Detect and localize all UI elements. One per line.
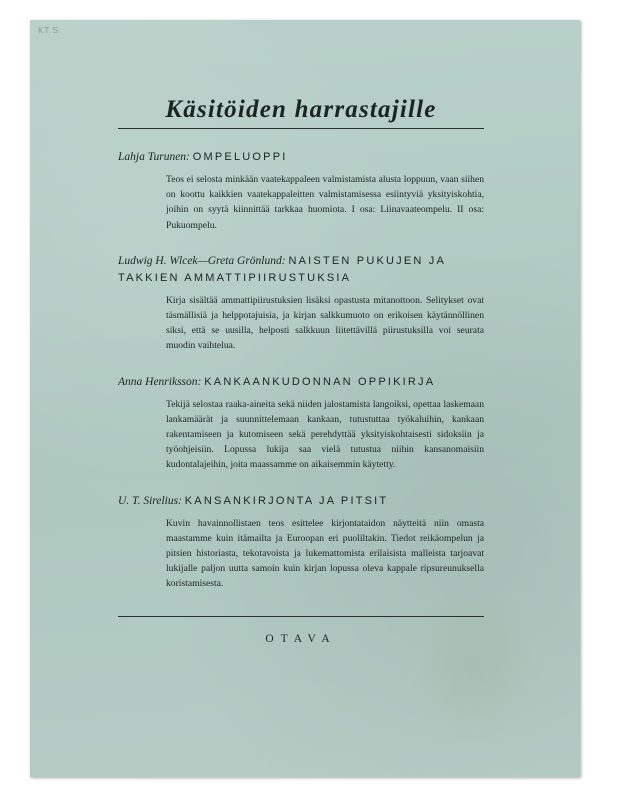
book-entry-ammattipiirustuksia <box>118 253 484 354</box>
bottom-divider <box>118 616 484 617</box>
entry-title-line <box>118 149 484 166</box>
book-entry-ompeluoppi <box>118 149 484 233</box>
entry-book-title: NAISTEN PUKUJEN JA TAKKIEN AMMATTIPIIRUSTUKSIA <box>118 254 446 284</box>
entry-book-title: KANSANKIRJONTA JA PITSIT <box>184 494 389 507</box>
cover-heading: Käsitöiden harrastajille <box>118 96 484 129</box>
entry-author: Ludwig H. Wlcek—Greta Grönlund: <box>118 254 286 267</box>
entry-title-line <box>118 374 484 391</box>
corner-pencil-mark: KT.S <box>38 26 59 35</box>
entry-author: Lahja Turunen: <box>118 151 190 163</box>
entry-title-line <box>118 253 484 287</box>
entry-description: Tekijä selostaa raaka-aineita sekä niiden jalostamista langoiksi, opettaa laskemaan lankamäärät ja suunnittelemaan kankaan, tutustuttaa työkaluihin, kankaan rakentamiseen ja kutomiseen sekä perehdyttää yksityiskohtaisesti sidoksiin ja työohjeisiin. Lopussa lukija saa vielä tutustua niihin kansanomaisiin kudontalajeihin, joita maassamme on aikaisemmin käytetty. <box>166 398 484 471</box>
entry-author: Anna Henriksson: <box>118 375 202 388</box>
entry-author: U. T. Sirelius: <box>118 494 182 507</box>
entry-description: Teos ei selosta minkään vaatekappaleen valmistamista alusta loppuun, vaan siihen on koottu kaikkien vaatekappaleitten valmistamisessa esiintyviä yksityiskohtia, joihin on syytä kiinnittää tarkkaa huomiota. I osa: Liinavaateompelu. II osa: Pukuompelu. <box>166 174 484 231</box>
entry-title-line <box>118 493 484 510</box>
entry-description: Kuvin havainnollistaen teos esittelee kirjontataidon näytteitä niin omasta maastamme kuin itämailta ja Euroopan eri puoliltakin. Tiedot reikäompelun ja pitsien historiasta, tekotavoista ja lukemattomista erilaisista malleista tarjoavat lukijalle paljon uutta samoin kuin kirjan lopussa oleva kappale ripsureunuksella koristamisesta. <box>166 517 484 590</box>
entry-book-title: KANKAANKUDONNAN OPPIKIRJA <box>204 375 436 388</box>
entry-description: Kirja sisältää ammattipiirustuksien lisäksi opastusta mitanottoon. Selitykset ovat täsmällisiä ja helppotajuisia, ja kirjan salkkumuoto on erikoisen käytännöllinen siksi, että se uusilla, helposti salkkuun liitettävillä piirustuksilla voi seurata muodin vaihtelua. <box>166 294 484 352</box>
book-entry-kankaankudonnan-oppikirja <box>118 374 484 473</box>
entry-book-title: OMPELUOPPI <box>192 151 288 163</box>
book-entry-kansankirjonta <box>118 493 484 592</box>
cover-text-block <box>118 96 484 645</box>
publisher-name: OTAVA <box>265 632 337 645</box>
